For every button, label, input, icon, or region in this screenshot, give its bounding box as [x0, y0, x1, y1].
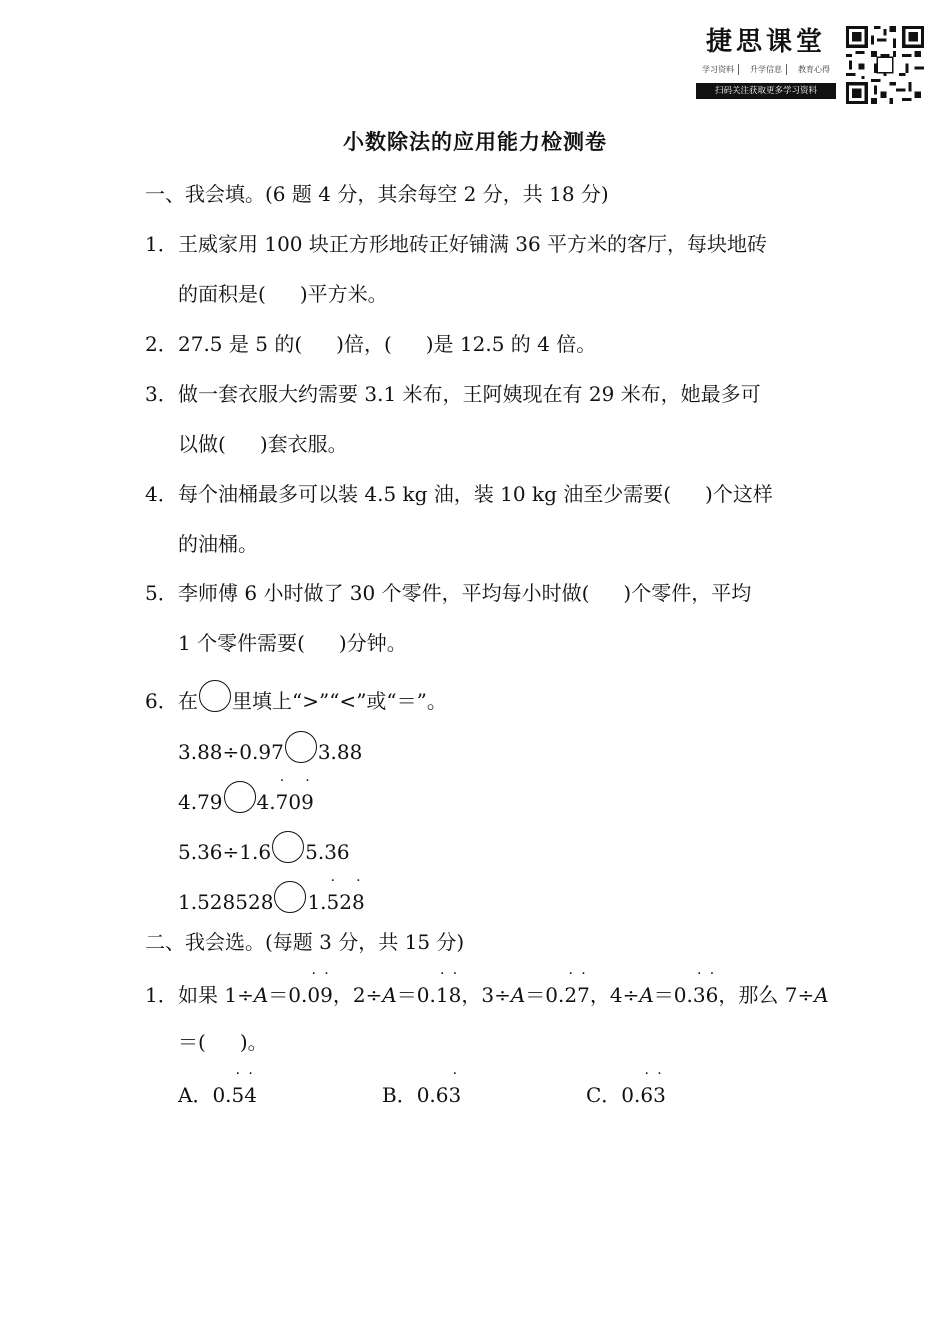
question-number: 4． — [145, 482, 178, 506]
question-text: )分钟。 — [338, 631, 407, 655]
compare-answer-circle[interactable] — [285, 731, 317, 763]
question-text: ＝0. — [653, 983, 693, 1007]
question-text: ，3÷ — [461, 983, 511, 1007]
brand-header — [696, 24, 924, 106]
repeating-digit: · 1 — [436, 983, 449, 1007]
compare-row — [178, 731, 362, 764]
compare-right — [307, 890, 364, 914]
question-number: 6． — [145, 689, 178, 713]
question-6 — [145, 680, 447, 714]
question-5 — [145, 577, 751, 606]
question-1-cont — [178, 278, 388, 307]
compare-answer-circle[interactable] — [272, 831, 304, 863]
digits: 1. — [307, 890, 327, 914]
question-text: 以做( — [178, 432, 226, 456]
repeating-digit: · 5 — [232, 1083, 245, 1107]
repeating-digit: · 4 — [244, 1083, 257, 1107]
compare-left: 3.88÷0.97 — [178, 740, 284, 764]
repeating-digit: · 8 — [449, 983, 462, 1007]
repeating-digit: · 9 — [320, 983, 333, 1007]
repeating-digit: · 9 — [301, 790, 314, 814]
question-number: 1． — [145, 232, 178, 256]
compare-right: 5.36 — [305, 840, 350, 864]
question-text: )平方米。 — [299, 282, 388, 306]
question-text: 里填上“>”“<”或“＝”。 — [232, 689, 447, 713]
repeating-digit: · 2 — [564, 983, 577, 1007]
question-text: ，4÷ — [589, 983, 640, 1007]
compare-right: 3.88 — [317, 740, 363, 764]
repeating-digit: · 6 — [640, 1083, 653, 1107]
digits: 2 — [339, 890, 352, 914]
question-number: 5． — [145, 581, 178, 605]
question-3 — [145, 378, 761, 407]
option-c[interactable] — [586, 1079, 790, 1108]
question-text: 王威家用 100 块正方形地砖正好铺满 36 平方米的客厅，每块地砖 — [178, 232, 768, 256]
variable: A — [639, 983, 654, 1007]
question-text: 1 个零件需要( — [178, 631, 305, 655]
question-text: 在 — [178, 689, 198, 713]
option-b[interactable] — [382, 1079, 586, 1108]
question-text: )套衣服。 — [259, 432, 348, 456]
question-text: ＝0. — [268, 983, 308, 1007]
compare-row — [178, 781, 314, 814]
repeating-digit: · 3 — [693, 983, 706, 1007]
repeating-digit: · 3 — [653, 1083, 666, 1107]
question-text: 李师傅 6 小时做了 30 个零件，平均每小时做( — [178, 581, 590, 605]
compare-answer-circle[interactable] — [274, 881, 306, 913]
repeating-digit: · 7 — [577, 983, 590, 1007]
question-3-cont — [178, 428, 348, 457]
compare-left: 5.36÷1.6 — [178, 840, 272, 864]
option-a[interactable] — [178, 1079, 382, 1108]
question-text: )倍，( — [336, 332, 392, 356]
page-title: 小数除法的应用能力检测卷 — [343, 130, 607, 154]
digits: 4. — [256, 790, 276, 814]
question-text: )个这样 — [705, 482, 773, 506]
question-number: 3． — [145, 382, 178, 406]
option-label: A．0. — [178, 1083, 232, 1107]
compare-row — [178, 881, 365, 914]
question-number: 2． — [145, 332, 178, 356]
compare-right — [257, 790, 314, 814]
option-label: C．0. — [586, 1083, 641, 1107]
repeating-digit: · 7 — [276, 790, 289, 814]
brand-block — [696, 24, 836, 99]
question-2 — [145, 328, 596, 357]
question-text: 如果 1÷ — [178, 983, 254, 1007]
qr-code-icon[interactable] — [846, 26, 924, 104]
question-text: 做一套衣服大约需要 3.1 米布，王阿姨现在有 29 米布，她最多可 — [178, 382, 761, 406]
question-text: ＝( — [178, 1030, 206, 1054]
repeating-digit: · 3 — [449, 1083, 462, 1107]
compare-left: 1.528528 — [178, 890, 274, 914]
brand-name: 捷思课堂 — [705, 27, 826, 57]
brand-tag: 升学信息 — [746, 64, 787, 75]
question-5-cont — [178, 627, 407, 656]
choice-question-1-cont — [178, 1026, 268, 1055]
question-text: ＝0. — [525, 983, 565, 1007]
question-text: )。 — [239, 1030, 268, 1054]
digits: 0 — [288, 790, 302, 814]
section-two-heading: 二、我会选。(每题 3 分，共 15 分) — [145, 930, 465, 954]
variable: A — [382, 983, 397, 1007]
compare-answer-circle[interactable] — [224, 781, 256, 813]
choice-question-1 — [145, 979, 829, 1008]
section-one-heading: 一、我会填。(6 题 4 分，其余每空 2 分，共 18 分) — [145, 182, 609, 206]
brand-tags — [696, 64, 836, 75]
compare-row — [178, 831, 350, 864]
question-text: 的面积是( — [178, 282, 266, 306]
question-text: 每个油桶最多可以装 4.5 kg 油，装 10 kg 油至少需要( — [178, 482, 672, 506]
repeating-digit: · 0 — [307, 983, 320, 1007]
question-4 — [145, 478, 773, 507]
option-label: B．0.6 — [382, 1083, 449, 1107]
question-1 — [145, 228, 767, 257]
compare-left: 4.79 — [178, 790, 223, 814]
repeating-digit: · 8 — [352, 890, 365, 914]
options-row — [178, 1079, 790, 1108]
question-text: ，2÷ — [332, 983, 383, 1007]
question-number: 1． — [145, 983, 178, 1007]
question-text: ＝0. — [396, 983, 436, 1007]
question-text: )个零件，平均 — [623, 581, 752, 605]
question-4-cont: 的油桶。 — [178, 532, 258, 556]
variable: A — [253, 983, 269, 1007]
brand-tag: 学习资料 — [698, 64, 739, 75]
brand-tag: 教育心得 — [798, 65, 830, 74]
repeating-digit: · 6 — [706, 983, 719, 1007]
repeating-digit: · 5 — [327, 890, 340, 914]
compare-circle-icon — [199, 680, 231, 712]
variable: A — [814, 983, 829, 1007]
question-text: ，那么 7÷ — [718, 983, 815, 1007]
variable: A — [510, 983, 526, 1007]
scan-caption: 扫码关注获取更多学习资料 — [696, 83, 836, 99]
question-text: 27.5 是 5 的( — [178, 332, 303, 356]
question-text: )是 12.5 的 4 倍。 — [425, 332, 597, 356]
